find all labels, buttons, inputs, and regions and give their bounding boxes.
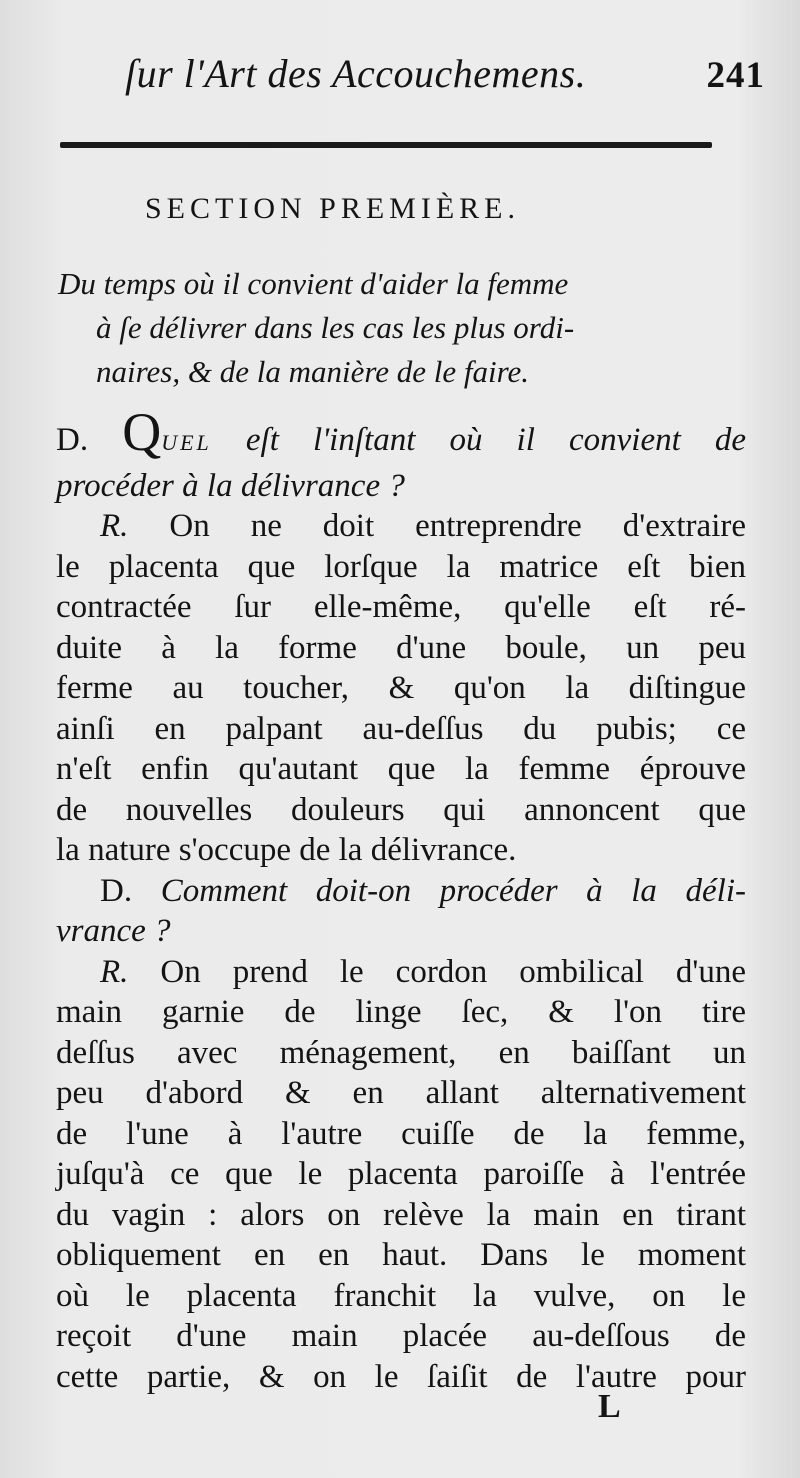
response-text: On ne doit entreprendre d'extraire xyxy=(169,508,746,544)
response-line: du vagin : alors on relève la main en tirant xyxy=(56,1196,746,1233)
response-marker: R. xyxy=(100,953,129,990)
question-marker: D. xyxy=(100,872,133,909)
response-line: peu d'abord & en allant alternativement xyxy=(56,1075,746,1111)
response-line: de l'une à l'autre cuiſſe de la femme, xyxy=(56,1115,746,1152)
section-heading: SECTION PREMIÈRE. xyxy=(145,192,521,225)
response-marker: R. xyxy=(100,508,129,544)
question-text: Comment doit-on procéder à la déli- xyxy=(160,872,747,909)
small-caps-word: UEL xyxy=(161,430,212,455)
question-1-line-1 xyxy=(56,402,747,464)
response-line: la nature s'occupe de la délivrance. xyxy=(56,832,517,868)
drop-initial: Q xyxy=(122,402,162,462)
page-number: 241 xyxy=(706,55,765,96)
response-line: de nouvelles douleurs qui annoncent que xyxy=(56,791,746,828)
header-rule xyxy=(60,142,712,148)
response-line: ainſi en palpant au-deſſus du pubis; ce xyxy=(56,710,746,747)
signature-mark: L xyxy=(598,1388,621,1425)
response-line: contractée ſur elle-même, qu'elle eſt ré- xyxy=(56,589,746,625)
page-header xyxy=(125,50,765,110)
response-line: deſſus avec ménagement, en baiſſant un xyxy=(56,1034,746,1071)
body-text xyxy=(56,402,747,1397)
response-line: reçoit d'une main placée au-deſſous de xyxy=(56,1318,746,1354)
response-line: main garnie de linge ſec, & l'on tire xyxy=(56,994,746,1030)
running-title: ſur l'Art des Accouchemens. xyxy=(125,51,587,96)
question-text: eſt l'inſtant où il convient de xyxy=(245,422,747,458)
response-text: On prend le cordon ombilical d'une xyxy=(160,953,747,990)
response-line: ferme au toucher, & qu'on la diſtingue xyxy=(56,670,746,706)
question-marker: D. xyxy=(56,422,89,458)
response-line: juſqu'à ce que le placenta paroiſſe à l'entrée xyxy=(56,1156,746,1192)
response-line: obliquement en en haut. Dans le moment xyxy=(56,1237,746,1273)
response-line: le placenta que lorſque la matrice eſt bien xyxy=(56,548,746,585)
response-line: cette partie, & on le ſaiſit de l'autre pour xyxy=(56,1358,746,1395)
response-2-line-1 xyxy=(56,952,746,993)
question-2-line-1 xyxy=(56,871,746,912)
response-1-line-1 xyxy=(56,506,746,547)
subtitle-line: Du temps où il convient d'aider la femme xyxy=(58,266,569,301)
subtitle-line: naires, & de la manière de le faire. xyxy=(96,354,530,389)
response-line: n'eſt enfin qu'autant que la femme éprouve xyxy=(56,751,746,787)
question-2-line-2: vrance ? xyxy=(56,913,171,949)
response-line: où le placenta franchit la vulve, on le xyxy=(56,1277,746,1314)
section-subtitle xyxy=(58,262,748,394)
subtitle-line: à ſe délivrer dans les cas les plus ordi- xyxy=(96,310,575,345)
question-1-line-2: procéder à la délivrance ? xyxy=(56,467,405,504)
response-line: duite à la forme d'une boule, un peu xyxy=(56,629,746,666)
